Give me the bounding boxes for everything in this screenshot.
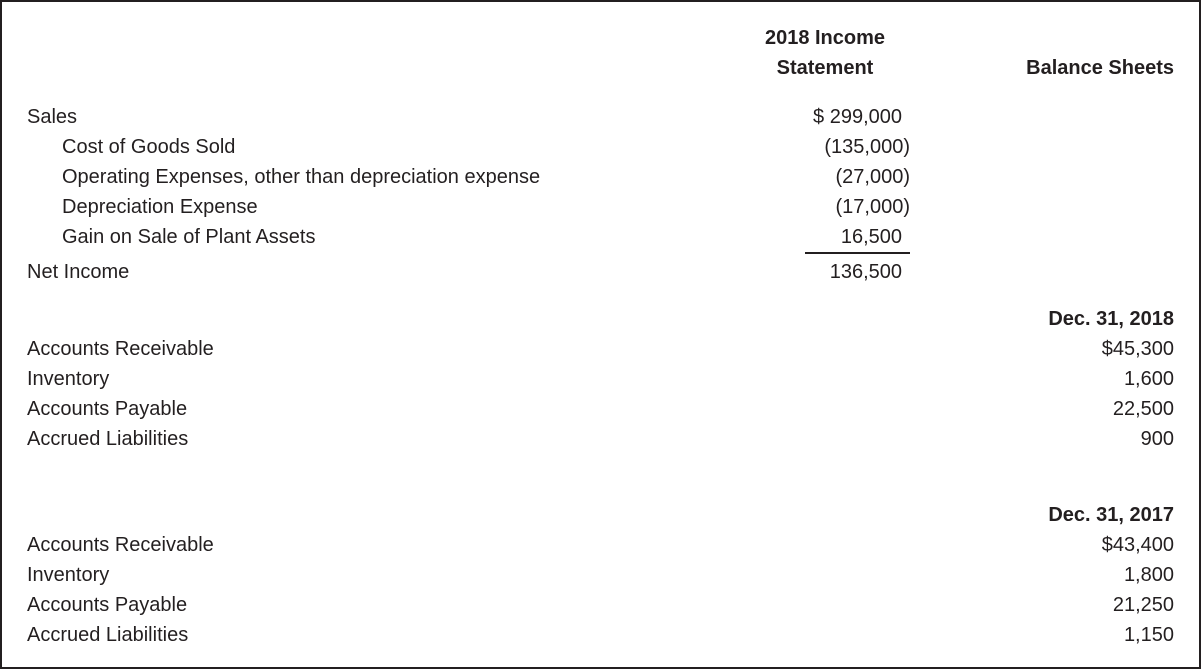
empty-cell (740, 620, 910, 650)
empty-cell (910, 222, 1174, 254)
row-amount: (17,000) (835, 196, 910, 218)
row-amount-cell (740, 132, 910, 162)
row-label: Depreciation Expense (62, 196, 258, 218)
row-amount: 900 (1140, 428, 1174, 450)
row-label: Accrued Liabilities (27, 624, 189, 646)
balance-date-header-row-2017 (27, 500, 1174, 530)
empty-cell (740, 304, 910, 334)
spacer (27, 287, 1174, 304)
row-amount-cell (740, 222, 910, 254)
balance-row-accounts-receivable-2017 (27, 530, 1174, 560)
row-amount-cell (740, 192, 910, 222)
empty-cell (740, 394, 910, 424)
income-row-gain-on-sale (27, 222, 1174, 252)
row-amount: $ 299,000 (813, 106, 902, 128)
row-label: Sales (27, 106, 78, 128)
income-row-operating-expenses (27, 162, 1174, 192)
row-amount: (27,000) (835, 166, 910, 188)
empty-cell (27, 500, 740, 530)
empty-cell (910, 102, 1174, 132)
empty-cell (740, 500, 910, 530)
income-row-depreciation (27, 192, 1174, 222)
empty-cell (740, 364, 910, 394)
row-amount: 1,800 (1123, 564, 1174, 586)
empty-cell (27, 304, 740, 334)
row-label: Operating Expenses, other than depreciation expense (62, 166, 541, 188)
balance-row-inventory-2017 (27, 560, 1174, 590)
balance-sheets-column-header: Balance Sheets (1026, 57, 1174, 79)
row-amount-with-sum-rule: 16,500 (805, 222, 910, 254)
row-amount: $45,300 (1101, 338, 1174, 360)
row-amount-cell (740, 257, 910, 287)
balance-row-accrued-liabilities-2017 (27, 620, 1174, 650)
balance-row-accounts-receivable-2018 (27, 334, 1174, 364)
empty-cell (740, 530, 910, 560)
empty-cell (740, 560, 910, 590)
income-row-sales (27, 102, 1174, 132)
row-label: Net Income (27, 261, 130, 283)
row-label: Accrued Liabilities (27, 428, 189, 450)
row-label: Accounts Payable (27, 398, 188, 420)
row-label: Inventory (27, 368, 110, 390)
row-amount: 1,150 (1123, 624, 1174, 646)
row-label: Inventory (27, 564, 110, 586)
row-amount: 1,600 (1123, 368, 1174, 390)
row-label: Accounts Receivable (27, 338, 214, 360)
income-statement-column-header: 2018 Income Statement (764, 27, 886, 79)
income-row-net-income (27, 257, 1174, 287)
empty-cell (910, 257, 1174, 287)
empty-cell (740, 590, 910, 620)
row-label: Cost of Goods Sold (62, 136, 236, 158)
row-amount: $43,400 (1101, 534, 1174, 556)
row-label: Accounts Receivable (27, 534, 214, 556)
balance-row-accounts-payable-2017 (27, 590, 1174, 620)
spacer (27, 454, 1174, 500)
empty-cell (910, 192, 1174, 222)
empty-cell (740, 424, 910, 454)
balance-row-inventory-2018 (27, 364, 1174, 394)
balance-date-header-2017: Dec. 31, 2017 (1048, 504, 1174, 526)
row-amount-cell (740, 162, 910, 192)
empty-cell (910, 132, 1174, 162)
spacer (27, 83, 1174, 102)
empty-cell (740, 334, 910, 364)
empty-header-cell (27, 23, 740, 83)
row-amount: 136,500 (829, 261, 902, 283)
balance-row-accounts-payable-2018 (27, 394, 1174, 424)
row-label: Accounts Payable (27, 594, 188, 616)
balance-date-header-2018: Dec. 31, 2018 (1048, 308, 1174, 330)
balance-date-header-row-2018 (27, 304, 1174, 334)
balance-row-accrued-liabilities-2018 (27, 424, 1174, 454)
row-amount: 21,250 (1112, 594, 1174, 616)
income-row-cogs (27, 132, 1174, 162)
row-amount-cell (740, 102, 910, 132)
row-label: Gain on Sale of Plant Assets (62, 226, 316, 248)
empty-cell (910, 162, 1174, 192)
column-header-row (27, 23, 1174, 83)
row-amount: (135,000) (824, 136, 910, 158)
row-amount: 22,500 (1112, 398, 1174, 420)
